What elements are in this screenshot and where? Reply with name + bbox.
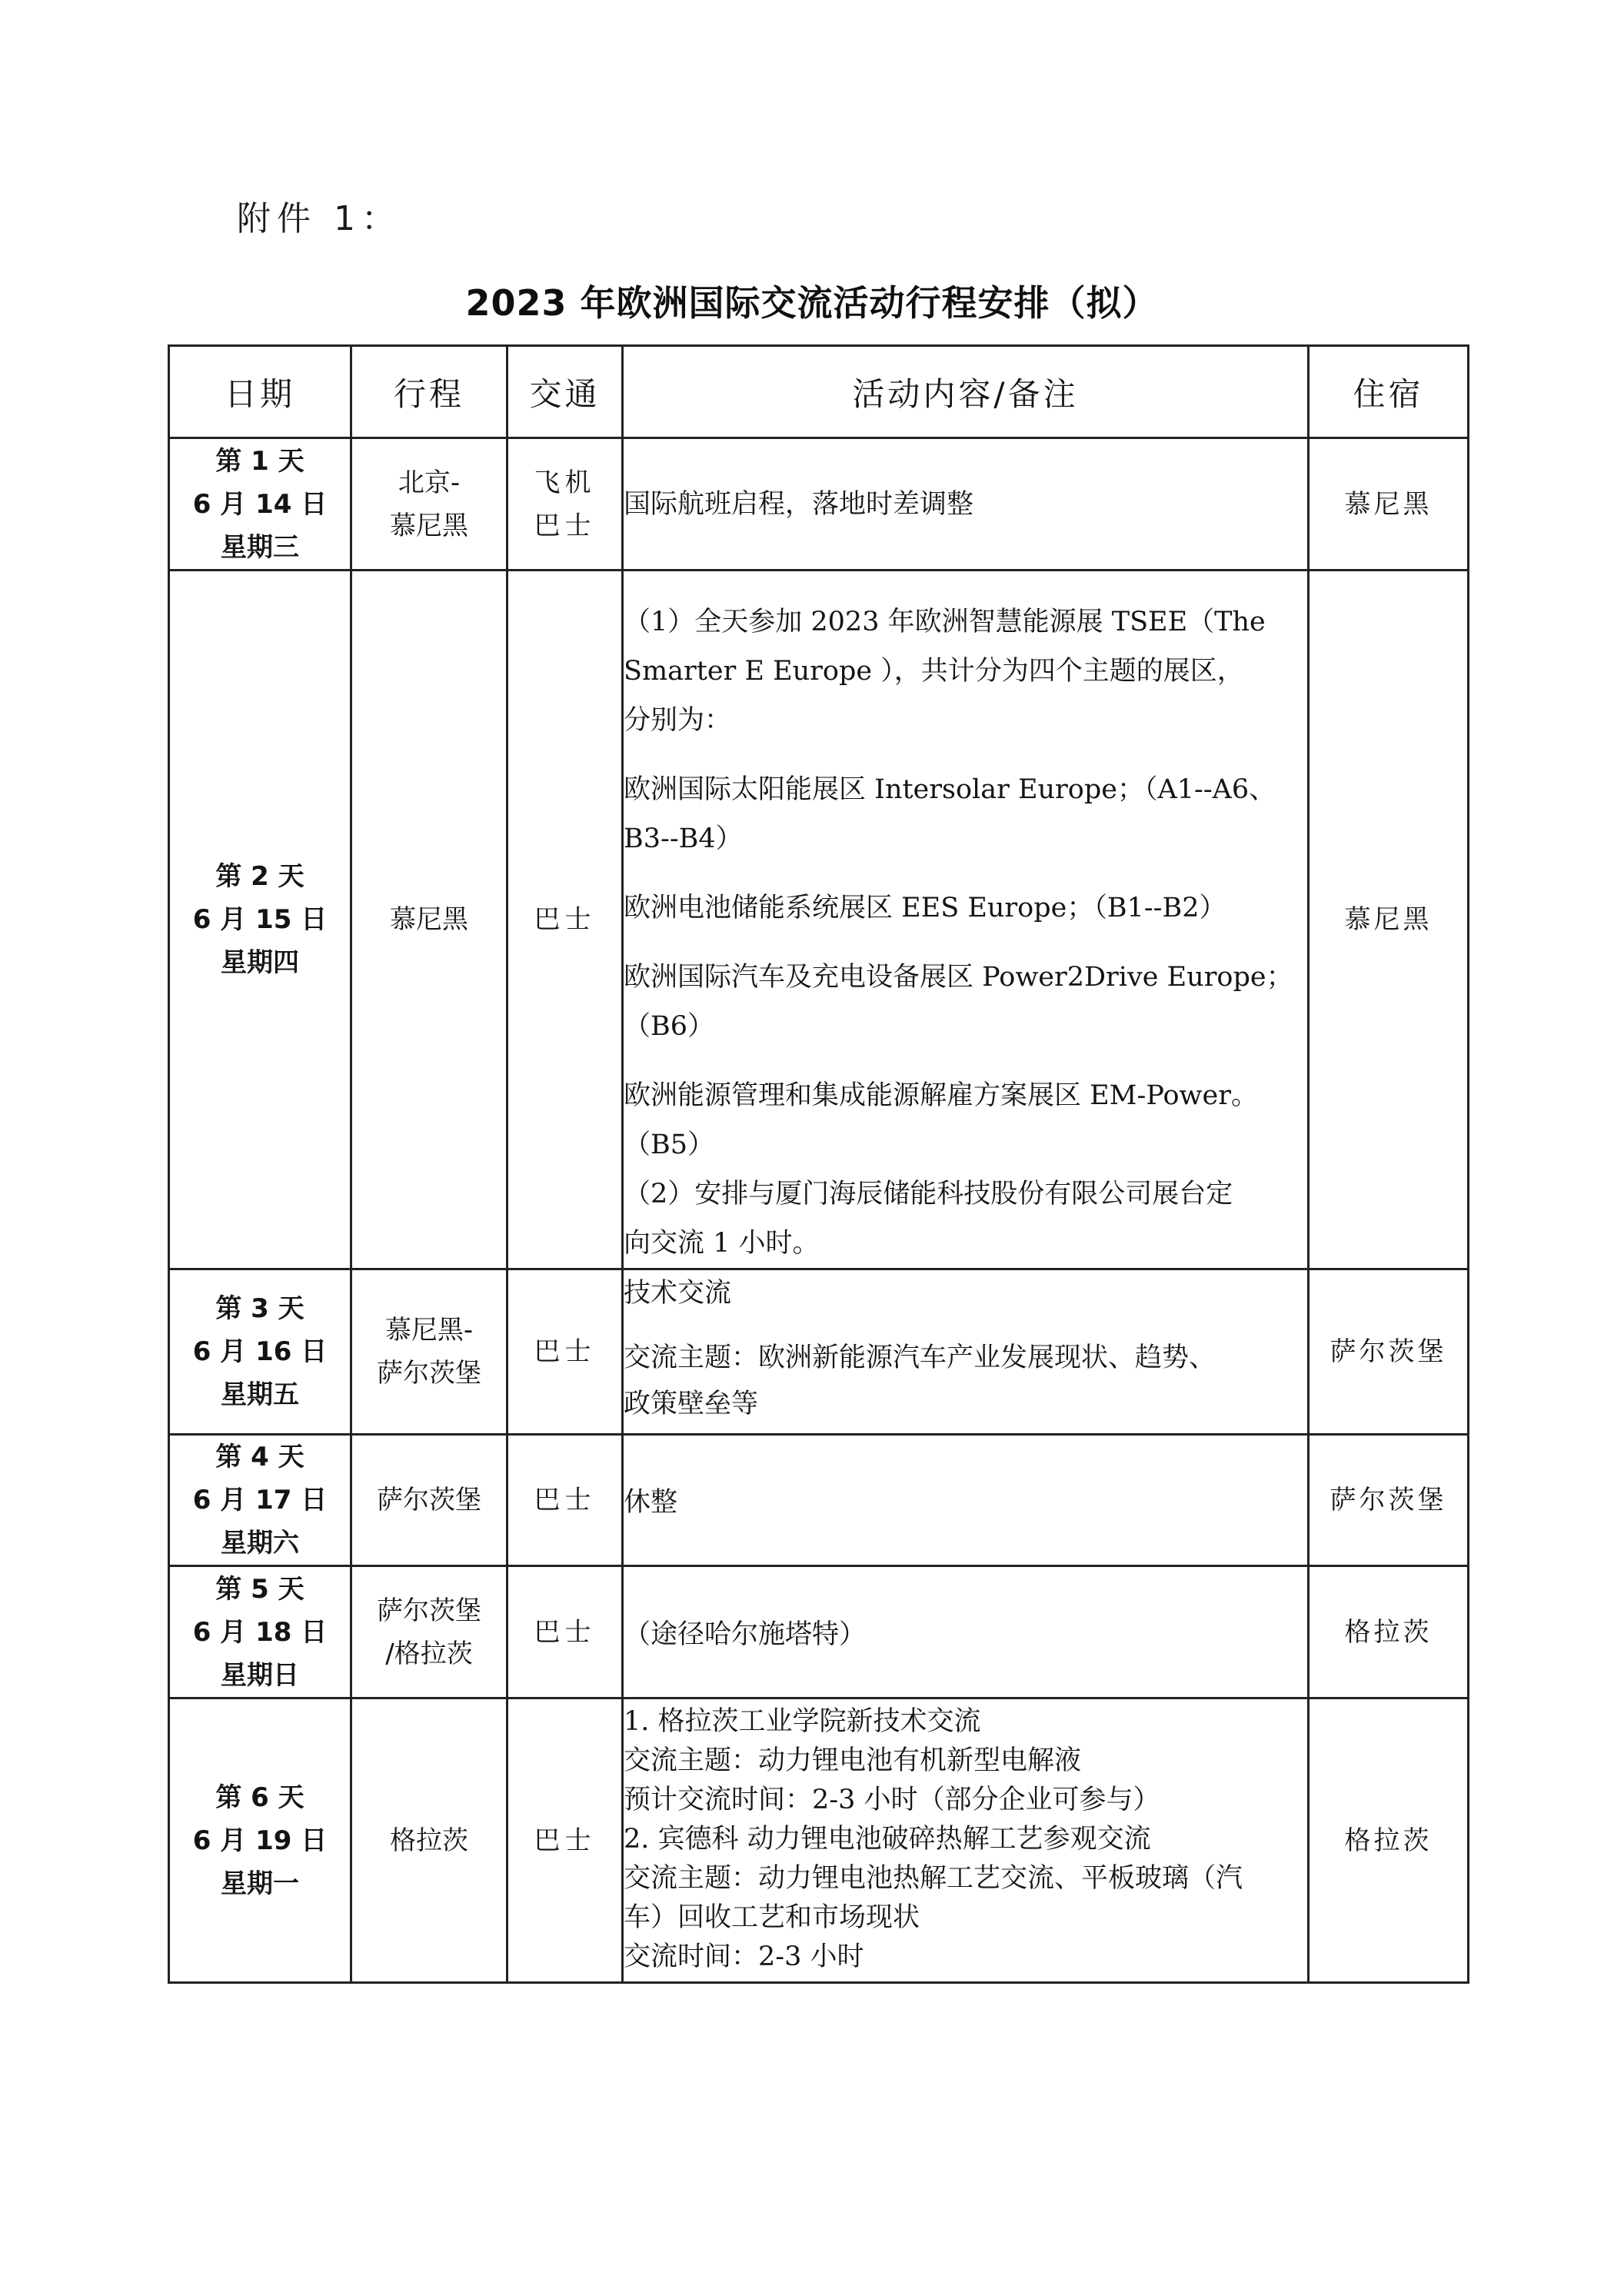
activity-line: 国际航班启程，落地时差调整 [624, 488, 974, 520]
route-line: 慕尼黑 [390, 510, 468, 541]
calendar-date: 6 月 17 日 [192, 1485, 328, 1515]
route-line: 萨尔茨堡 [377, 1595, 481, 1626]
day-number: 第 6 天 [215, 1782, 304, 1813]
activity-line: 向交流 1 小时。 [624, 1228, 820, 1259]
route-cell [351, 438, 508, 571]
transport-line: 飞机 [534, 467, 596, 498]
document-title: 2023 年欧洲国际交流活动行程安排（拟） [465, 282, 1159, 324]
lodging-cell: 格拉茨 [1309, 1566, 1469, 1698]
route-cell [351, 1566, 508, 1698]
date-cell [169, 571, 351, 1269]
activity-cell [623, 571, 1309, 1269]
activity-line: （2）安排与厦门海辰储能科技股份有限公司展台定 [624, 1179, 1233, 1209]
route-line: 萨尔茨堡 [377, 1485, 481, 1515]
activity-line: （B5） [624, 1130, 714, 1160]
calendar-date: 6 月 14 日 [192, 488, 328, 520]
route-line: 慕尼黑 [390, 904, 468, 935]
route-cell [351, 1435, 508, 1566]
transport-line: 巴士 [534, 510, 596, 541]
attachment-label: 附件 1： [237, 199, 401, 238]
header-lodging: 住宿 [1309, 346, 1469, 438]
transport-cell [508, 1435, 623, 1566]
activity-line: （1）全天参加 2023 年欧洲智慧能源展 TSEE（The [624, 607, 1266, 637]
activity-line: 欧洲电池储能系统展区 EES Europe；（B1--B2） [624, 893, 1226, 923]
table-header-row [169, 346, 1469, 438]
activity-line: B3--B4） [624, 823, 743, 854]
activity-cell [623, 1435, 1309, 1566]
transport-cell [508, 1269, 623, 1435]
transport-line: 巴士 [534, 1336, 596, 1367]
route-line: 慕尼黑- [384, 1315, 474, 1346]
activity-line: 交流主题：动力锂电池热解工艺交流、平板玻璃（汽 [624, 1863, 1243, 1894]
lodging-cell: 萨尔茨堡 [1309, 1269, 1469, 1435]
lodging-cell: 慕尼黑 [1309, 438, 1469, 571]
weekday: 星期三 [221, 531, 299, 563]
transport-cell [508, 438, 623, 571]
activity-line: （途径哈尔施塔特） [624, 1619, 867, 1650]
table-row [169, 1698, 1469, 1983]
activity-cell [623, 1269, 1309, 1435]
route-cell [351, 571, 508, 1269]
table-row [169, 438, 1469, 571]
date-cell [169, 1435, 351, 1566]
transport-line: 巴士 [534, 904, 596, 935]
header-date: 日期 [169, 346, 351, 438]
weekday: 星期一 [221, 1868, 299, 1899]
lodging-cell: 慕尼黑 [1309, 571, 1469, 1269]
calendar-date: 6 月 16 日 [192, 1336, 328, 1367]
calendar-date: 6 月 18 日 [192, 1616, 328, 1648]
table-row [169, 571, 1469, 1269]
transport-cell [508, 1698, 623, 1983]
weekday: 星期日 [221, 1659, 299, 1691]
header-route: 行程 [351, 346, 508, 438]
activity-cell [623, 1698, 1309, 1983]
activity-line: 2. 宾德科 动力锂电池破碎热解工艺参观交流 [624, 1824, 1151, 1855]
activity-line: 分别为： [624, 705, 732, 736]
activity-line: 交流主题：动力锂电池有机新型电解液 [624, 1745, 1082, 1776]
weekday: 星期四 [221, 947, 299, 978]
calendar-date: 6 月 15 日 [192, 904, 328, 935]
lodging-cell: 萨尔茨堡 [1309, 1435, 1469, 1566]
activity-line: 预计交流时间：2-3 小时（部分企业可参与） [624, 1785, 1160, 1815]
activity-line: 欧洲能源管理和集成能源解雇方案展区 EM-Power。 [624, 1080, 1258, 1111]
date-cell [169, 438, 351, 571]
date-cell [169, 1566, 351, 1698]
weekday: 星期五 [221, 1379, 299, 1410]
transport-cell [508, 571, 623, 1269]
activity-cell [623, 438, 1309, 571]
route-line: /格拉茨 [385, 1638, 473, 1669]
table-row [169, 1435, 1469, 1566]
itinerary-table [168, 344, 1469, 1984]
date-cell [169, 1269, 351, 1435]
table-row [169, 1269, 1469, 1435]
header-transport: 交通 [508, 346, 623, 438]
route-line: 萨尔茨堡 [377, 1358, 481, 1389]
weekday: 星期六 [221, 1528, 299, 1559]
activity-cell [623, 1566, 1309, 1698]
route-line: 格拉茨 [390, 1825, 468, 1856]
activity-line: 交流时间：2-3 小时 [624, 1941, 864, 1972]
transport-line: 巴士 [534, 1485, 596, 1515]
transport-line: 巴士 [534, 1616, 596, 1648]
activity-line: 欧洲国际太阳能展区 Intersolar Europe；（A1--A6、 [624, 774, 1276, 805]
activity-line: Smarter E Europe ），共计分为四个主题的展区， [624, 656, 1244, 687]
activity-line: 休整 [624, 1487, 678, 1518]
activity-line: 1. 格拉茨工业学院新技术交流 [624, 1706, 981, 1737]
lodging-cell: 格拉茨 [1309, 1698, 1469, 1983]
calendar-date: 6 月 19 日 [192, 1825, 328, 1856]
route-cell [351, 1698, 508, 1983]
activity-line: 交流主题：欧洲新能源汽车产业发展现状、趋势、 [624, 1342, 1216, 1373]
date-cell [169, 1698, 351, 1983]
activity-line: 欧洲国际汽车及充电设备展区 Power2Drive Europe； [624, 962, 1293, 993]
activity-line: （B6） [624, 1011, 714, 1042]
route-cell [351, 1269, 508, 1435]
day-number: 第 4 天 [215, 1442, 304, 1472]
header-activity: 活动内容/备注 [623, 346, 1309, 438]
route-line: 北京- [398, 467, 461, 498]
day-number: 第 5 天 [215, 1573, 304, 1605]
activity-line: 技术交流 [624, 1278, 732, 1309]
day-number: 第 3 天 [215, 1293, 304, 1324]
day-number: 第 1 天 [215, 445, 304, 477]
day-number: 第 2 天 [215, 861, 304, 892]
transport-cell [508, 1566, 623, 1698]
activity-line: 政策壁垒等 [624, 1389, 759, 1419]
transport-line: 巴士 [534, 1825, 596, 1856]
table-row [169, 1566, 1469, 1698]
activity-line: 车）回收工艺和市场现状 [624, 1902, 920, 1933]
